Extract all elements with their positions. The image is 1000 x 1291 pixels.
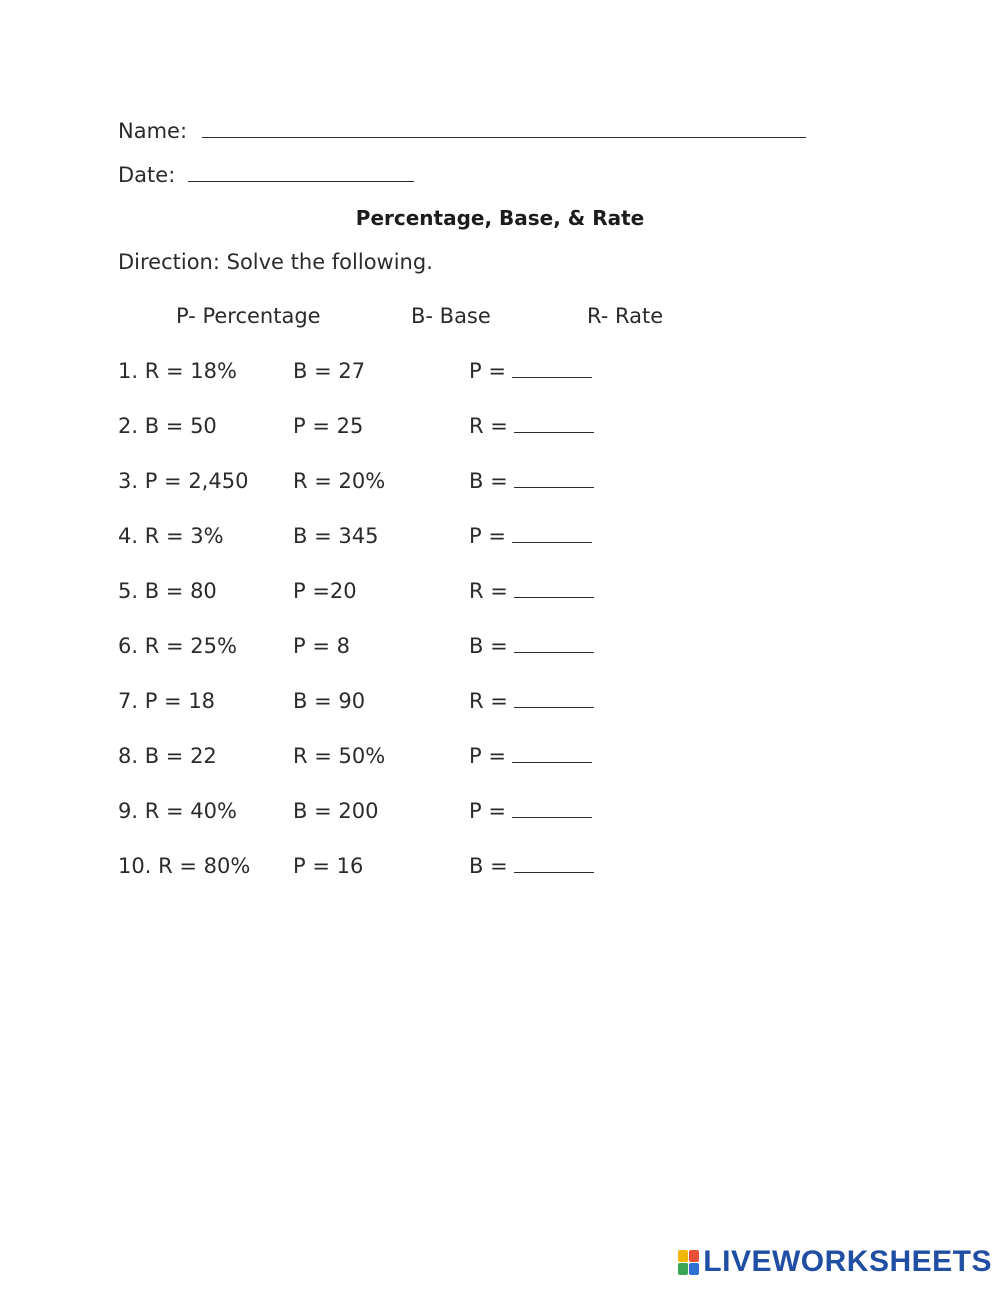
problem-row [118,853,718,908]
problem-row [118,578,718,633]
answer-label: B = [469,854,508,878]
problem-given-2: P = 16 [293,854,364,878]
answer-label: R = [469,689,508,713]
problem-given-1: 2. B = 50 [118,414,217,438]
answer-label: B = [469,469,508,493]
problem-given-2: P =20 [293,579,357,603]
problem-row [118,633,718,688]
problem-given-2: B = 27 [293,359,366,383]
answer-blank[interactable] [514,689,594,708]
problem-given-2: R = 20% [293,469,386,493]
answer-label: P = [469,799,506,823]
problem-given-1: 3. P = 2,450 [118,469,249,493]
problem-given-2: B = 200 [293,799,379,823]
problem-answer [469,468,594,494]
answer-blank[interactable] [512,524,592,543]
logo-square [689,1263,699,1275]
problem-answer [469,413,594,439]
date-blank[interactable] [188,163,414,182]
problem-answer [469,578,594,604]
name-field-row [118,118,806,144]
problem-given-2: P = 25 [293,414,364,438]
liveworksheets-logo-icon [678,1250,699,1275]
problem-given-1: 5. B = 80 [118,579,217,603]
problem-answer [469,523,592,549]
problem-given-1: 10. R = 80% [118,854,251,878]
logo-square [678,1250,688,1262]
problem-given-2: B = 345 [293,524,379,548]
answer-blank[interactable] [514,414,594,433]
problem-given-1: 7. P = 18 [118,689,216,713]
answer-blank[interactable] [514,469,594,488]
problem-answer [469,358,592,384]
problem-row [118,468,718,523]
legend-percentage: P- Percentage [176,304,321,328]
brand-text: LIVEWORKSHEETS [703,1245,992,1278]
answer-blank[interactable] [514,634,594,653]
answer-blank[interactable] [512,744,592,763]
problem-answer [469,798,592,824]
problem-given-1: 1. R = 18% [118,359,237,383]
problem-given-1: 4. R = 3% [118,524,224,548]
problem-answer [469,633,594,659]
problem-given-1: 9. R = 40% [118,799,237,823]
problem-row [118,688,718,743]
answer-blank[interactable] [514,579,594,598]
problem-row [118,798,718,853]
legend-rate: R- Rate [587,304,664,328]
problem-given-1: 8. B = 22 [118,744,217,768]
page-title: Percentage, Base, & Rate [355,206,645,230]
legend-base: B- Base [411,304,491,328]
problem-answer [469,743,592,769]
answer-label: R = [469,579,508,603]
answer-blank[interactable] [512,359,592,378]
answer-label: R = [469,414,508,438]
problem-answer [469,853,594,879]
problem-row [118,413,718,468]
name-blank[interactable] [202,119,806,138]
answer-blank[interactable] [512,799,592,818]
problem-given-2: R = 50% [293,744,386,768]
answer-blank[interactable] [514,854,594,873]
problem-row [118,743,718,798]
problem-row [118,358,718,413]
date-label: Date: [118,163,176,187]
liveworksheets-brand [678,1247,992,1277]
problem-given-1: 6. R = 25% [118,634,237,658]
date-field-row [118,162,414,188]
answer-label: P = [469,359,506,383]
problem-list [118,358,718,908]
problem-given-2: B = 90 [293,689,366,713]
name-label: Name: [118,119,188,143]
problem-answer [469,688,594,714]
problem-given-2: P = 8 [293,634,350,658]
answer-label: P = [469,524,506,548]
logo-square [678,1263,688,1275]
direction-text: Direction: Solve the following. [118,250,433,274]
answer-label: P = [469,744,506,768]
problem-row [118,523,718,578]
answer-label: B = [469,634,508,658]
logo-square [689,1250,699,1262]
